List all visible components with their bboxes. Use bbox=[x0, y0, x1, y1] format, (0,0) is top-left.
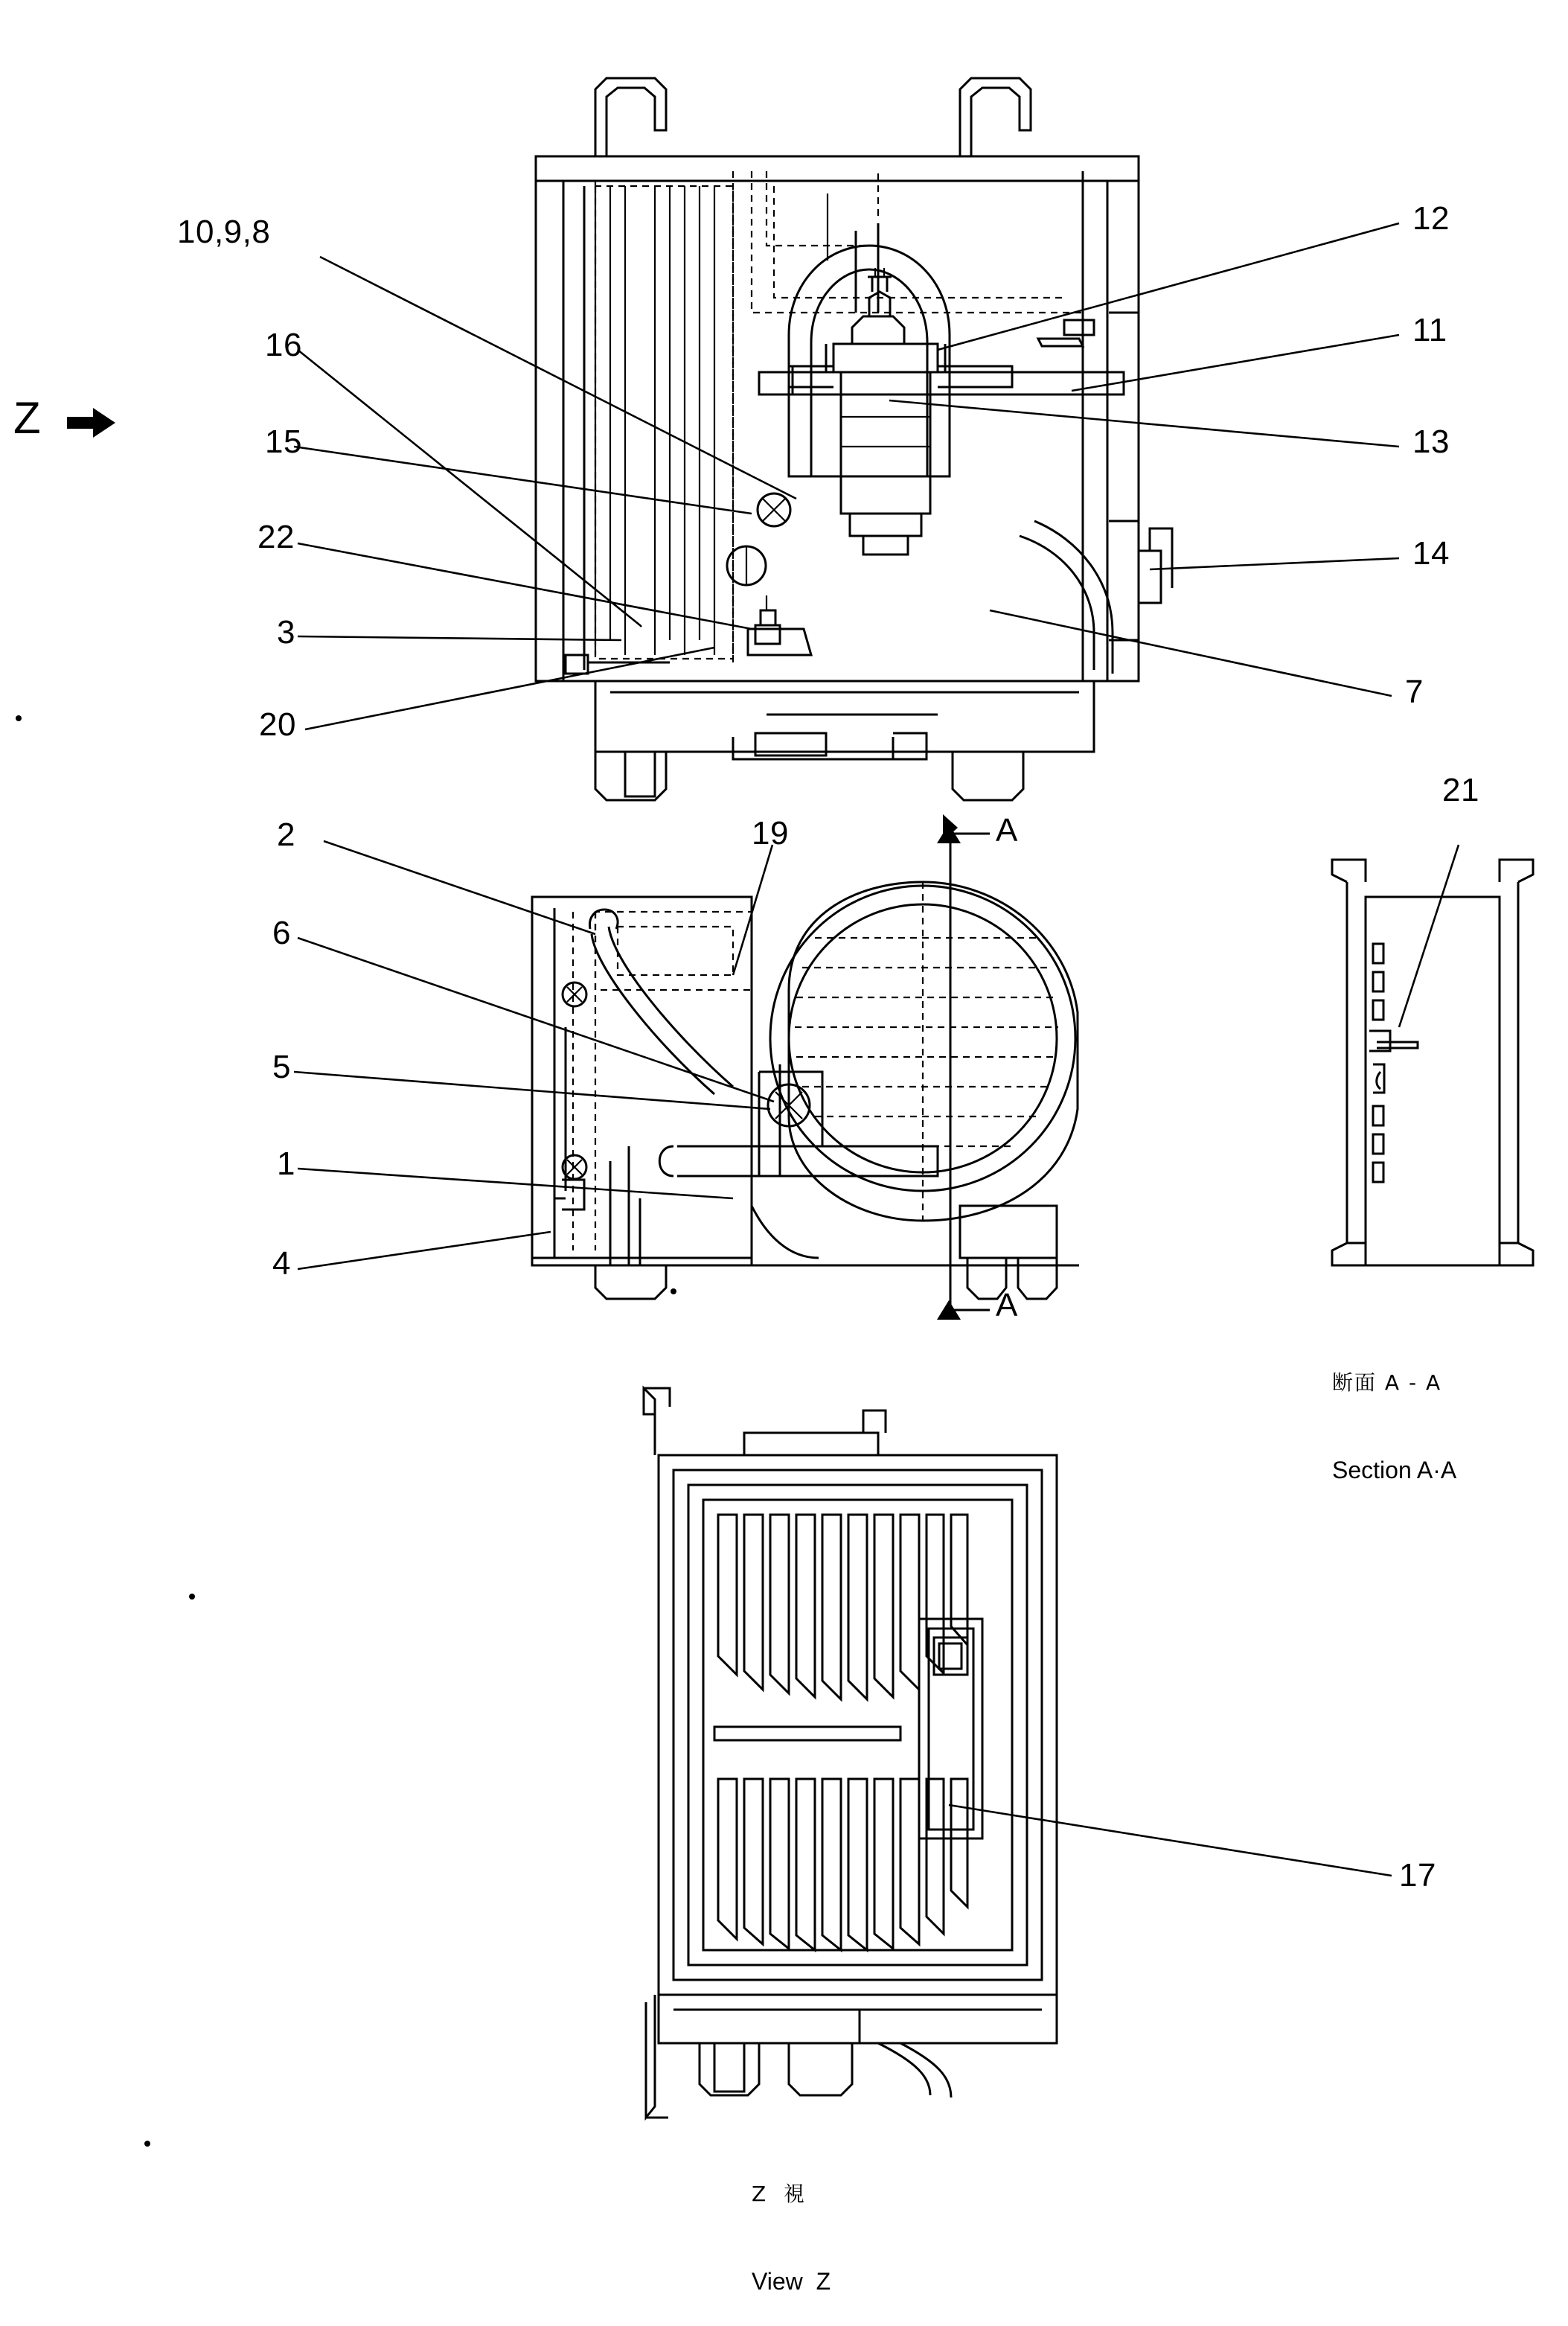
side-view-group bbox=[532, 882, 1079, 1299]
callout-14: 14 bbox=[1412, 535, 1450, 572]
callout-4: 4 bbox=[272, 1245, 291, 1282]
callout-15: 15 bbox=[265, 424, 302, 460]
callout-6: 6 bbox=[272, 915, 291, 951]
section-cut-label-bottom: A bbox=[996, 1287, 1018, 1323]
view-z-group bbox=[644, 1388, 1057, 2118]
callout-11: 11 bbox=[1412, 312, 1447, 348]
callout-1: 1 bbox=[277, 1146, 295, 1182]
callout-13: 13 bbox=[1412, 424, 1450, 460]
view-z-caption-cjk: Z 視 bbox=[752, 2182, 806, 2206]
callout-2: 2 bbox=[277, 817, 295, 853]
callout-12: 12 bbox=[1412, 200, 1450, 237]
callout-7: 7 bbox=[1405, 674, 1424, 710]
front-view-group bbox=[536, 78, 1172, 800]
side-view-leaders bbox=[294, 841, 774, 1269]
view-z-arrow bbox=[67, 408, 115, 438]
callout-16: 16 bbox=[265, 327, 302, 363]
section-aa-group bbox=[1332, 860, 1533, 1265]
callout-3: 3 bbox=[277, 614, 295, 651]
section-aa-caption-en: Section A·A bbox=[1332, 1457, 1457, 1483]
view-z-caption-en: View Z bbox=[752, 2268, 831, 2295]
callout-20: 20 bbox=[259, 706, 296, 743]
section-aa-caption bbox=[1332, 1310, 1555, 1515]
callout-19: 19 bbox=[752, 815, 789, 852]
callout-21: 21 bbox=[1442, 772, 1479, 808]
view-z-caption bbox=[752, 2121, 975, 2326]
section-cut-label-top: A bbox=[996, 812, 1018, 849]
view-z-leaders bbox=[949, 1805, 1392, 1876]
callout-17: 17 bbox=[1399, 1857, 1436, 1894]
callout-5: 5 bbox=[272, 1049, 291, 1085]
callout-10-9-8: 10,9,8 bbox=[177, 214, 271, 250]
section-aa-leaders bbox=[1399, 845, 1459, 1027]
section-aa-caption-cjk: 断面 A - A bbox=[1332, 1370, 1442, 1395]
callout-22: 22 bbox=[257, 519, 295, 555]
view-z-arrow-label: Z bbox=[13, 393, 42, 443]
